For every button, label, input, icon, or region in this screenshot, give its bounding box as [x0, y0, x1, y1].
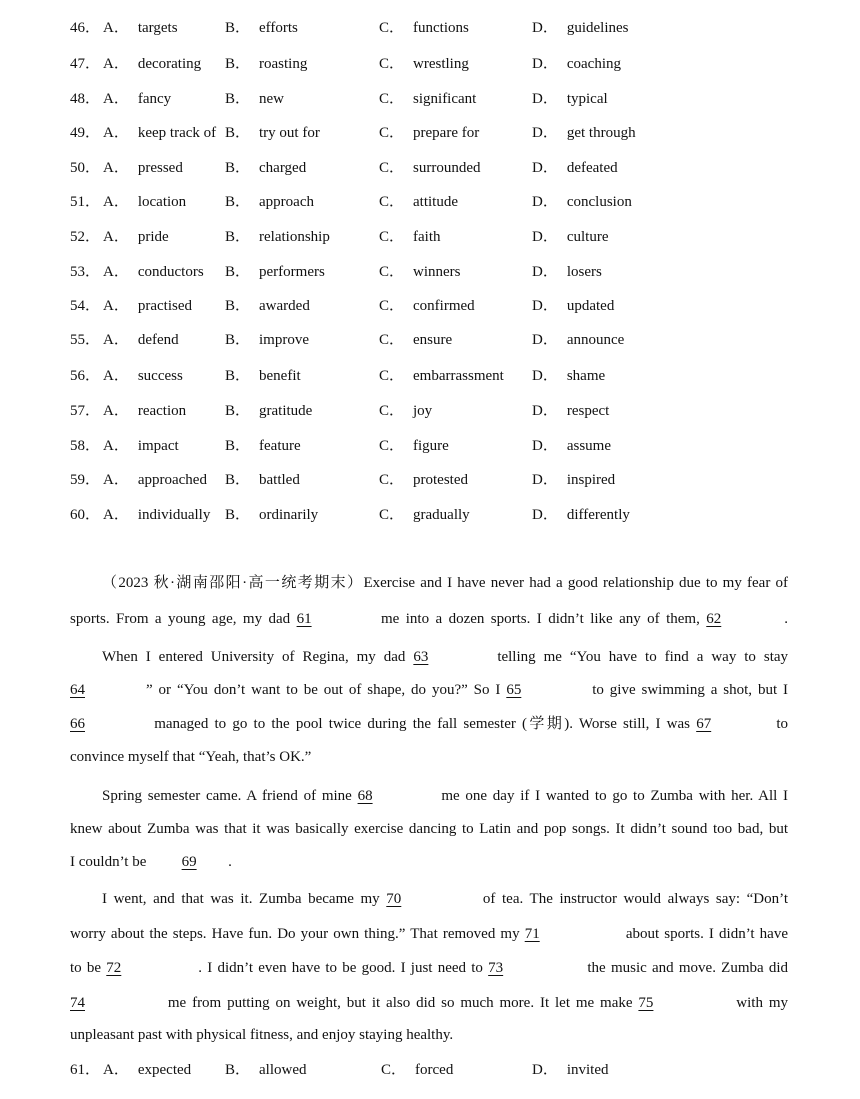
passage-line: When I entered University of Regina, my dad 63 telling me “You have to find a way to stay: [102, 649, 789, 665]
option-c: C． protested: [379, 472, 468, 488]
question-number: 47．: [70, 56, 101, 72]
passage-line: worry about the steps. Have fun. Do your own thing.” That removed my 71 about sports. I didn’t have: [70, 926, 788, 942]
option-a: A． reaction: [103, 403, 187, 419]
passage-line: 64 ” or “You don’t want to be out of shape, do you?” So I 65 to give swimming a shot, but I: [70, 682, 789, 698]
blank-66: 66: [70, 716, 85, 732]
option-d: D． differently: [532, 507, 630, 523]
option-c: C． faith: [379, 229, 441, 245]
option-b: B． efforts: [225, 20, 298, 36]
option-a: A． approached: [103, 472, 207, 488]
option-d: D． losers: [532, 264, 602, 280]
option-b: B． try out for: [225, 125, 320, 141]
blank-68: 68: [357, 788, 373, 804]
option-a: A． pride: [103, 229, 169, 245]
option-a: A． expected: [103, 1062, 192, 1078]
question-number: 61．: [70, 1062, 101, 1078]
option-a: A． individually: [103, 507, 211, 523]
option-c: C． wrestling: [379, 56, 469, 72]
question-number: 52．: [70, 229, 101, 245]
option-c: C． attitude: [379, 194, 459, 210]
option-a: A． keep track of: [103, 125, 217, 141]
option-b: B． performers: [225, 264, 325, 280]
option-d: D． typical: [532, 91, 608, 107]
passage-line: 74 me from putting on weight, but it also did so much more. It let me make 75 with my: [70, 995, 789, 1011]
blank-70: 70: [386, 891, 402, 907]
option-a: A． defend: [103, 332, 179, 348]
option-c: C． significant: [379, 91, 477, 107]
blank-64: 64: [70, 682, 85, 698]
option-c: C． figure: [379, 438, 449, 454]
question-number: 56．: [70, 368, 101, 384]
option-c: C． winners: [379, 264, 461, 280]
passage-line: Spring semester came. A friend of mine 68 me one day if I wanted to go to Zumba with her. All I: [102, 788, 789, 804]
passage-line: knew about Zumba was that it was basically exercise dancing to Latin and pop songs. It didn’t sound too bad, but: [70, 821, 788, 837]
option-c: C． ensure: [379, 332, 453, 348]
blank-72: 72: [106, 960, 122, 976]
option-b: B． new: [225, 91, 285, 107]
blank-73: 73: [488, 960, 504, 976]
option-b: B． battled: [225, 472, 300, 488]
question-number: 58．: [70, 438, 101, 454]
question-number: 59．: [70, 472, 101, 488]
question-number: 51．: [70, 194, 101, 210]
passage-line: I couldn’t be 69 .: [70, 854, 232, 870]
option-c: C． gradually: [379, 507, 470, 523]
blank-74: 74: [70, 995, 85, 1011]
option-a: A． pressed: [103, 160, 183, 176]
question-number: 60．: [70, 507, 101, 523]
option-d: D． updated: [532, 298, 615, 314]
blank-62: 62: [706, 611, 722, 627]
option-d: D． defeated: [532, 160, 618, 176]
option-a: A． targets: [103, 20, 178, 36]
option-a: A． conductors: [103, 264, 204, 280]
blank-65: 65: [506, 682, 522, 698]
option-d: D． get through: [532, 125, 636, 141]
passage-source: （2023 秋·湖南邵阳·高一统考期末）: [102, 575, 364, 591]
passage-line: convince myself that “Yeah, that’s OK.”: [70, 749, 312, 765]
question-number: 57．: [70, 403, 101, 419]
option-b: B． ordinarily: [225, 507, 319, 523]
option-d: D． culture: [532, 229, 609, 245]
question-number: 48．: [70, 91, 101, 107]
blank-61: 61: [296, 611, 312, 627]
option-b: B． benefit: [225, 368, 301, 384]
question-number: 46．: [70, 20, 101, 36]
option-b: B． allowed: [225, 1062, 307, 1078]
question-number: 55．: [70, 332, 101, 348]
option-c: C． forced: [381, 1062, 454, 1078]
option-b: B． approach: [225, 194, 314, 210]
blank-75: 75: [638, 995, 654, 1011]
option-b: B． roasting: [225, 56, 308, 72]
option-c: C． joy: [379, 403, 433, 419]
blank-67: 67: [696, 716, 712, 732]
option-c: C． embarrassment: [379, 368, 504, 384]
option-b: B． charged: [225, 160, 307, 176]
option-d: D． assume: [532, 438, 612, 454]
question-number: 53．: [70, 264, 101, 280]
passage-line: 66 managed to go to the pool twice during the fall semester (学期). Worse still, I was 67 to: [70, 716, 789, 732]
blank-71: 71: [524, 926, 540, 942]
question-number: 54．: [70, 298, 101, 314]
option-c: C． functions: [379, 20, 469, 36]
option-d: D． guidelines: [532, 20, 629, 36]
option-a: A． impact: [103, 438, 179, 454]
option-b: B． gratitude: [225, 403, 313, 419]
passage-line: unpleasant past with physical fitness, and enjoy staying healthy.: [70, 1027, 454, 1043]
option-b: B． relationship: [225, 229, 330, 245]
option-a: A． location: [103, 194, 187, 210]
option-a: A． decorating: [103, 56, 202, 72]
option-d: D． invited: [532, 1062, 609, 1078]
passage-line: （2023 秋·湖南邵阳·高一统考期末）Exercise and I have never had a good relationship due to my fear of: [102, 575, 788, 591]
option-d: D． announce: [532, 332, 625, 348]
option-c: C． surrounded: [379, 160, 481, 176]
question-number: 50．: [70, 160, 101, 176]
blank-63: 63: [413, 649, 429, 665]
passage-line: sports. From a young age, my dad 61 me into a dozen sports. I didn’t like any of them, 62 .: [70, 611, 789, 627]
option-a: A． success: [103, 368, 183, 384]
passage-line: to be 72 . I didn’t even have to be good. I just need to 73 the music and move. Zumba did: [70, 960, 789, 976]
option-b: B． feature: [225, 438, 301, 454]
passage-line: I went, and that was it. Zumba became my 70 of tea. The instructor would always say: “Don’t: [102, 891, 789, 907]
option-b: B． awarded: [225, 298, 310, 314]
option-d: D． respect: [532, 403, 610, 419]
option-a: A． practised: [103, 298, 192, 314]
option-c: C． confirmed: [379, 298, 475, 314]
option-b: B． improve: [225, 332, 310, 348]
option-d: D． shame: [532, 368, 606, 384]
option-d: D． coaching: [532, 56, 621, 72]
option-c: C． prepare for: [379, 125, 480, 141]
option-d: D． conclusion: [532, 194, 632, 210]
option-a: A． fancy: [103, 91, 172, 107]
option-d: D． inspired: [532, 472, 616, 488]
blank-69: 69: [181, 854, 197, 870]
question-number: 49．: [70, 125, 101, 141]
